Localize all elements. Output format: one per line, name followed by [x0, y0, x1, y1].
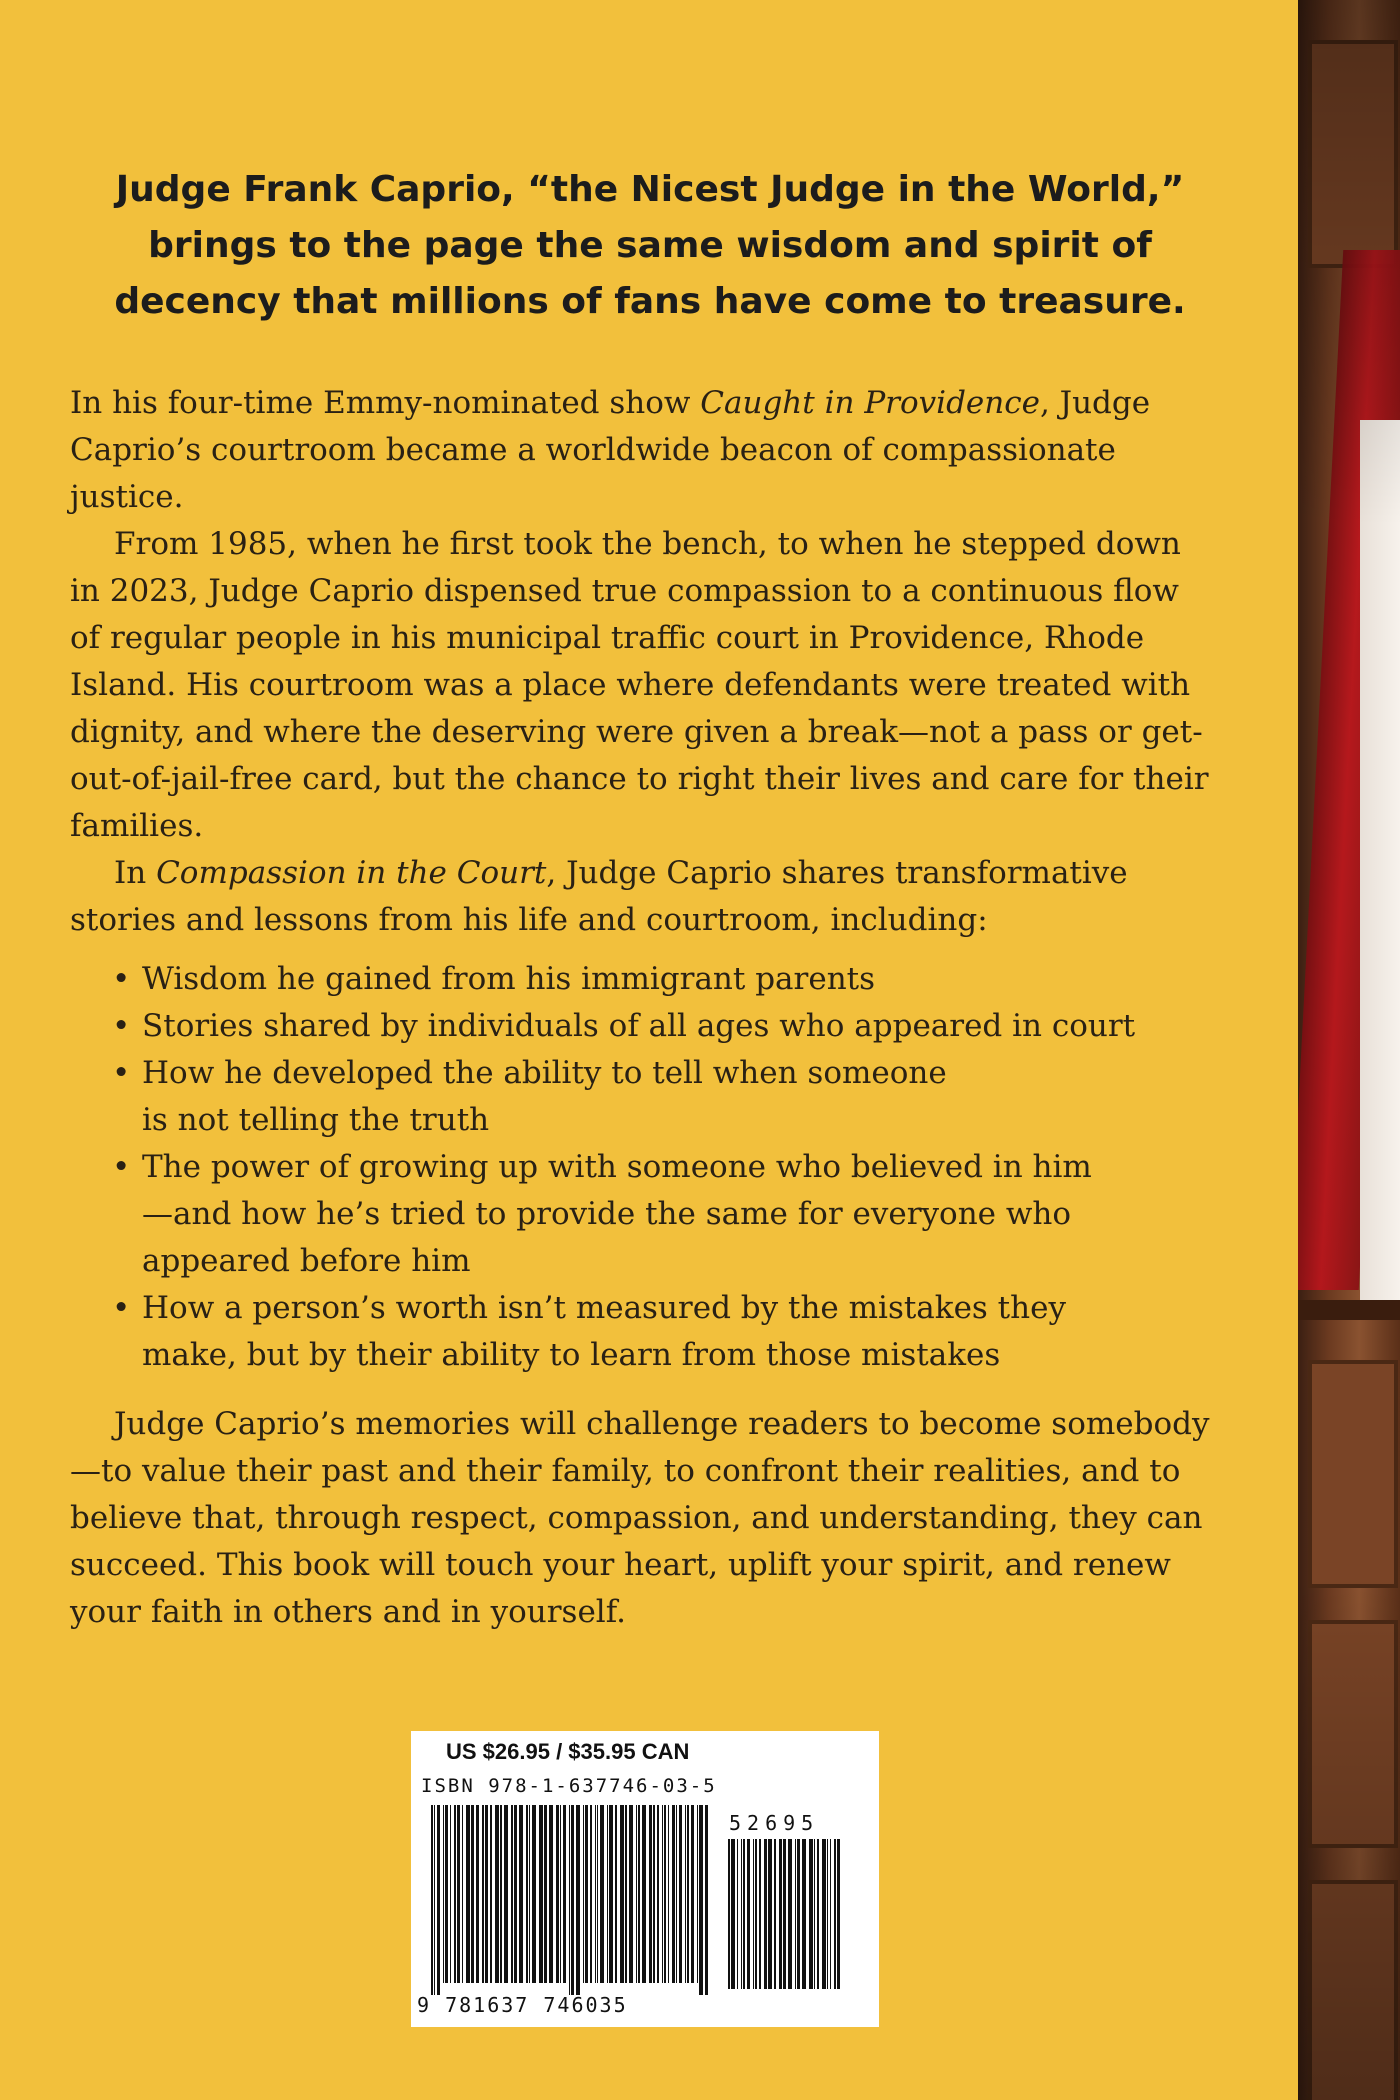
paragraph-career: From 1985, when he first took the bench, to when he stepped down in 2023, Judge Caprio dispensed true compassion to a continuous flow of regular people in his municipal traffic court in Providence, Rhode Island. His courtroom was a place where defendants were treated with dignity, and where the deserving were given a break—not a pass or get-out-of-jail-free card, but the chance to right their lives and care for their families. [70, 526, 1209, 844]
barcode-bar [443, 1805, 444, 1983]
barcode-bar [629, 1805, 633, 1983]
barcode-bar [482, 1805, 484, 1983]
barcode-bar [691, 1805, 694, 1983]
barcode-bar [636, 1805, 637, 1983]
barcode-bar [490, 1805, 492, 1983]
addon-barcode [728, 1839, 848, 1989]
text-run: , Judge Caprio’s courtroom became a worldwide beacon of compassionate justice. [70, 385, 1151, 515]
barcode-bar [526, 1805, 528, 1983]
list-item-text: How he developed the ability to tell when someone is not telling the truth [142, 1055, 947, 1138]
barcode-bar [809, 1839, 813, 1989]
barcode-bar [450, 1805, 451, 1983]
barcode-bar [759, 1839, 761, 1989]
barcode-bar [797, 1839, 800, 1989]
barcode-bar [747, 1839, 750, 1989]
barcode-bar [743, 1839, 745, 1989]
list-item [112, 1285, 1210, 1379]
barcode-bar [504, 1805, 508, 1983]
barcode-bar [649, 1805, 652, 1983]
barcode-bar [532, 1805, 536, 1983]
barcode-bar [462, 1805, 463, 1983]
ean-digits: 9 781637 746035 [417, 1993, 628, 2017]
list-item-text: Stories shared by individuals of all ages who appeared in court [142, 1008, 1136, 1044]
barcode-bar [802, 1839, 806, 1989]
barcode-bar [495, 1805, 499, 1983]
list-item [112, 1144, 1210, 1285]
barcode-bar [590, 1805, 592, 1983]
barcode-bar [595, 1805, 596, 1983]
barcode-bar [672, 1805, 675, 1983]
barcode-bar [697, 1805, 698, 1983]
bullet-icon: • [112, 1008, 131, 1044]
barcode-bar [529, 1805, 530, 1983]
barcode-bar [728, 1839, 730, 1989]
barcode-bar [705, 1805, 708, 1995]
text-run: , Judge Caprio shares transformative stories and lessons from his life and courtroom, including: [70, 855, 1128, 938]
addon-digits: 52695 [729, 1811, 820, 1835]
paragraph-closing: Judge Caprio’s memories will challenge readers to become somebody—to value their past and their family, to confront their realities, and to believe that, through respect, compassion, and understanding, they can succeed. This book will touch your heart, uplift your spirit, and renew your faith in others and in yourself. [70, 1406, 1210, 1630]
barcode-bar [556, 1805, 559, 1983]
barcode-bar [500, 1805, 502, 1983]
barcode-bar [511, 1805, 513, 1983]
barcode-bar [774, 1839, 776, 1989]
barcode-bar [549, 1805, 553, 1983]
list-item-text: Wisdom he gained from his immigrant parents [142, 961, 876, 997]
barcode-bar [600, 1805, 604, 1983]
bullet-icon: • [112, 1149, 131, 1185]
courtroom-photo-strip [1298, 0, 1400, 2100]
headline-blurb [60, 162, 1240, 330]
headline-line: decency that millions of fans have come to treasure. [114, 281, 1186, 322]
bullet-icon: • [112, 1290, 131, 1326]
barcode-bar [817, 1839, 819, 1989]
photo-vignette [1298, 0, 1400, 2100]
barcode-bar [615, 1805, 617, 1983]
paragraph-book-intro [70, 850, 1210, 944]
barcode-bar [764, 1839, 767, 1989]
barcode-bar [544, 1805, 547, 1983]
barcode-bar [471, 1805, 474, 1983]
ean-barcode [431, 1805, 711, 1995]
barcode-bar [437, 1805, 440, 1995]
barcode-bar [834, 1839, 836, 1989]
text-run: In [114, 855, 157, 891]
barcode-bar [653, 1805, 655, 1983]
barcode-bar [434, 1805, 435, 1995]
barcode-bar [597, 1805, 598, 1983]
isbn-label: ISBN 978-1-637746-03-5 [421, 1775, 717, 1797]
barcode-bar [642, 1805, 646, 1983]
barcode-bar [431, 1805, 433, 1995]
bullet-icon: • [112, 961, 131, 997]
barcode-bar [753, 1839, 754, 1989]
barcode-bar [519, 1805, 523, 1983]
list-item-text: The power of growing up with someone who believed in him—and how he’s tried to provide the same for everyone who appeared before him [142, 1149, 1092, 1279]
barcode-bar [609, 1805, 613, 1983]
list-item [112, 1003, 1210, 1050]
barcode-label [411, 1731, 879, 2027]
barcode-bar [476, 1805, 479, 1983]
barcode-bar [571, 1805, 574, 1995]
barcode-bar [585, 1805, 588, 1983]
list-item [112, 1050, 1210, 1144]
barcode-bar [699, 1805, 703, 1995]
barcode-bar [620, 1805, 624, 1983]
barcode-bar [662, 1805, 663, 1983]
paragraph-intro [70, 380, 1210, 521]
barcode-bar [837, 1839, 840, 1989]
barcode-bar [676, 1805, 677, 1983]
barcode-bar [560, 1805, 561, 1983]
barcode-bar [788, 1839, 792, 1989]
book-title: Compassion in the Court [156, 855, 547, 891]
barcode-bar [679, 1805, 682, 1983]
barcode-bar [445, 1805, 448, 1983]
barcode-bar [827, 1839, 828, 1989]
barcode-bar [795, 1839, 796, 1989]
barcode-bar [814, 1839, 815, 1989]
barcode-bar [685, 1805, 686, 1983]
barcode-bar [514, 1805, 517, 1983]
barcode-bar [576, 1805, 580, 1995]
barcode-bar [657, 1805, 659, 1983]
barcode-bar [457, 1805, 460, 1983]
barcode-bar [741, 1839, 742, 1989]
list-item [112, 956, 1210, 1003]
barcode-bar [466, 1805, 470, 1983]
barcode-bar [755, 1839, 757, 1989]
list-item-text: How a person’s worth isn’t measured by the mistakes they make, but by their ability to learn from those mistakes [142, 1290, 1066, 1373]
description-body [70, 380, 1210, 1636]
barcode-bar [783, 1839, 786, 1989]
barcode-bar [664, 1805, 666, 1983]
price-label: US $26.95 / $35.95 CAN [446, 1739, 690, 1764]
barcode-bar [569, 1805, 570, 1995]
barcode-bar [625, 1805, 627, 1983]
barcode-bar [668, 1805, 669, 1983]
barcode-bar [638, 1805, 640, 1983]
barcode-bar [563, 1805, 566, 1983]
barcode-bar [485, 1805, 488, 1983]
barcode-bar [779, 1839, 782, 1989]
barcode-bar [687, 1805, 689, 1983]
barcode-bar [454, 1805, 456, 1983]
headline-line: Judge Frank Caprio, “the Nicest Judge in the World,” [115, 169, 1185, 210]
lessons-list [70, 956, 1210, 1379]
barcode-bar [768, 1839, 772, 1989]
barcode-bar [830, 1839, 831, 1989]
bullet-icon: • [112, 1055, 131, 1091]
headline-line: brings to the page the same wisdom and spirit of [148, 225, 1152, 266]
barcode-bar [583, 1805, 584, 1983]
barcode-bar [607, 1805, 608, 1983]
barcode-bar [822, 1839, 826, 1989]
barcode-bar [737, 1839, 738, 1989]
show-title: Caught in Providence [700, 385, 1040, 421]
barcode-bar [731, 1839, 735, 1989]
barcode-bar [539, 1805, 543, 1983]
text-run: In his four-time Emmy-nominated show [70, 385, 701, 421]
